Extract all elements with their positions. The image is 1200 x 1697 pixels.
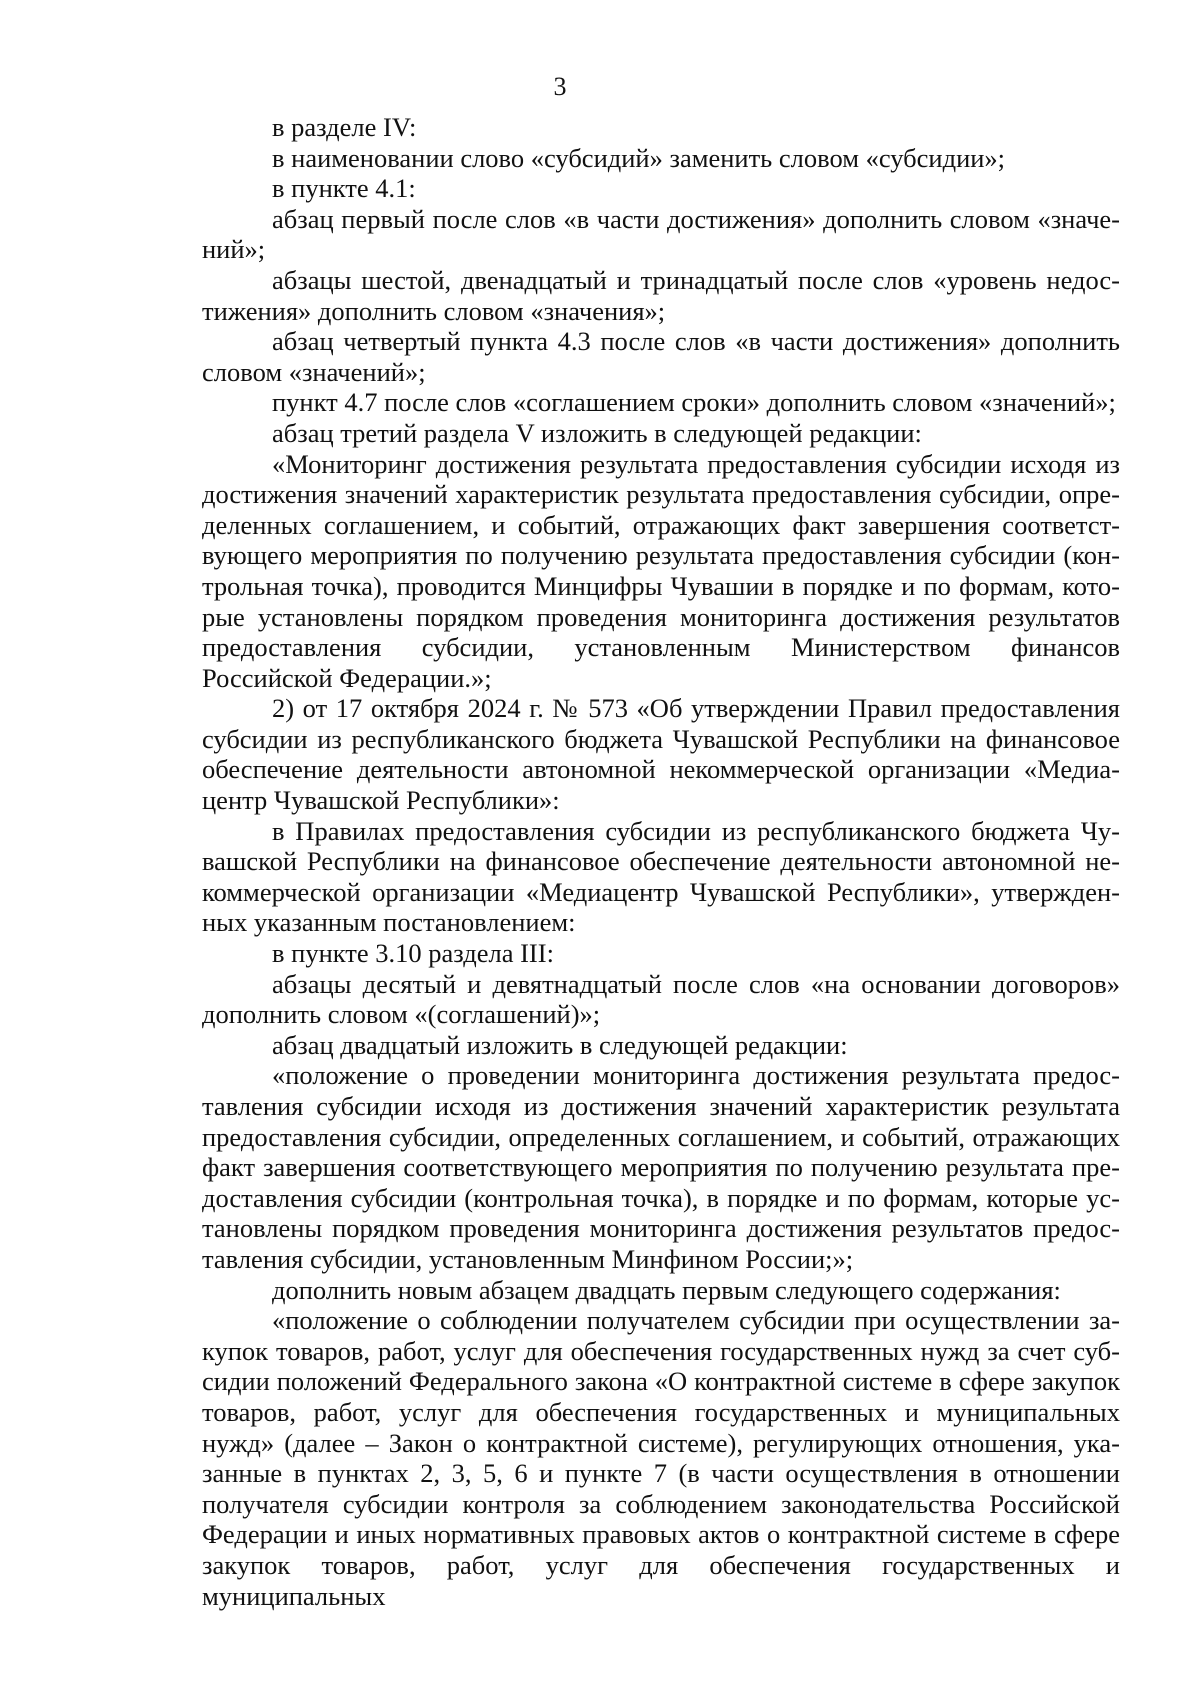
paragraph-point-4-1: в пункте 4.1: bbox=[272, 173, 416, 204]
paragraph-rules: в Правилах предоставления субсидии из республиканского бюджета Чувашской Республики на финансовое обеспечение деятельности автономной некоммерческой организации «Медиацентр Чувашской Республики», утвержденных указанным постановлением: bbox=[202, 815, 1120, 938]
paragraph-first-abzac: абзац первый после слов «в части достижения» дополнить словом «значений»; bbox=[202, 203, 1120, 265]
paragraph-section-iv: в разделе IV: bbox=[272, 112, 417, 142]
paragraph-section-v: абзац третий раздела V изложить в следующей редакции: bbox=[272, 417, 922, 448]
paragraph-twentieth-abzac: абзац двадцатый изложить в следующей редакции: bbox=[272, 1029, 848, 1060]
paragraph-point-4-3: абзац четвертый пункта 4.3 после слов «в части достижения» дополнить словом «значений»; bbox=[202, 326, 1120, 387]
paragraph-tenth-abzac: абзацы десятый и девятнадцатый после слов «на основании договоров» дополнить словом «(соглашений)»; bbox=[202, 968, 1120, 1030]
paragraph-decree-573: 2) от 17 октября 2024 г. № 573 «Об утверждении Правил предоставления субсидии из республиканского бюджета Чувашской Республики на финансовое обеспечение деятельности автономной некоммерческой организации «Медиацентр Чувашской Республики»: bbox=[202, 693, 1120, 816]
paragraph-title-change: в наименовании слово «субсидий» заменить словом «субсидии»; bbox=[272, 142, 1006, 173]
paragraph-monitoring-quote: «Мониторинг достижения результата предоставления субсидии исходя из достижения значений характеристик результата предоставления субсидии, определенных соглашением, и событий, отражающих факт завершения соответствующего мероприятия по получению результата предоставления субсидии (контрольная точка), проводится Минцифры Чувашии в порядке и по формам, которые установлены порядком проведения мониторинга достижения результатов предоставления субсидии, установленным Министерством финансов Российской Федерации.»; bbox=[202, 448, 1120, 693]
paragraph-new-abzac: дополнить новым абзацем двадцать первым следующего содержания: bbox=[272, 1274, 1061, 1305]
paragraph-sixth-abzac: абзацы шестой, двенадцатый и тринадцатый после слов «уровень недостижения» дополнить словом «значения»; bbox=[202, 264, 1120, 326]
paragraph-point-4-7: пункт 4.7 после слов «соглашением сроки» дополнить словом «значений»; bbox=[272, 387, 1116, 418]
paragraph-procurement-provision: «положение о соблюдении получателем субсидии при осуществлении закупок товаров, работ, услуг для обеспечения государственных нужд за счет субсидии положений Федерального закона «О контрактной системе в сфере закупок товаров, работ, услуг для обеспечения государственных и муниципальных нужд» (далее – Закон о контрактной системе), регулирующих отношения, указанные в пунктах 2, 3, 5, 6 и пункте 7 (в части осуществления в отношении получателя субсидии контроля за соблюдением законодательства Российской Федерации и иных нормативных правовых актов о контрактной системе в сфере закупок товаров, работ, услуг для обеспечения государственных и муниципальных bbox=[202, 1305, 1120, 1611]
paragraph-point-3-10: в пункте 3.10 раздела III: bbox=[272, 938, 554, 969]
paragraph-monitoring-provision: «положение о проведении мониторинга достижения результата предоставления субсидии исходя из достижения значений характеристик результата предоставления субсидии, определенных соглашением, и событий, отражающих факт завершения соответствующего мероприятия по получению результата предоставления субсидии (контрольная точка), в порядке и по формам, которые установлены порядком проведения мониторинга достижения результатов предоставления субсидии, установленным Минфином России;»; bbox=[202, 1060, 1120, 1274]
document-body bbox=[202, 112, 1120, 1611]
page-number: 3 bbox=[553, 72, 567, 101]
